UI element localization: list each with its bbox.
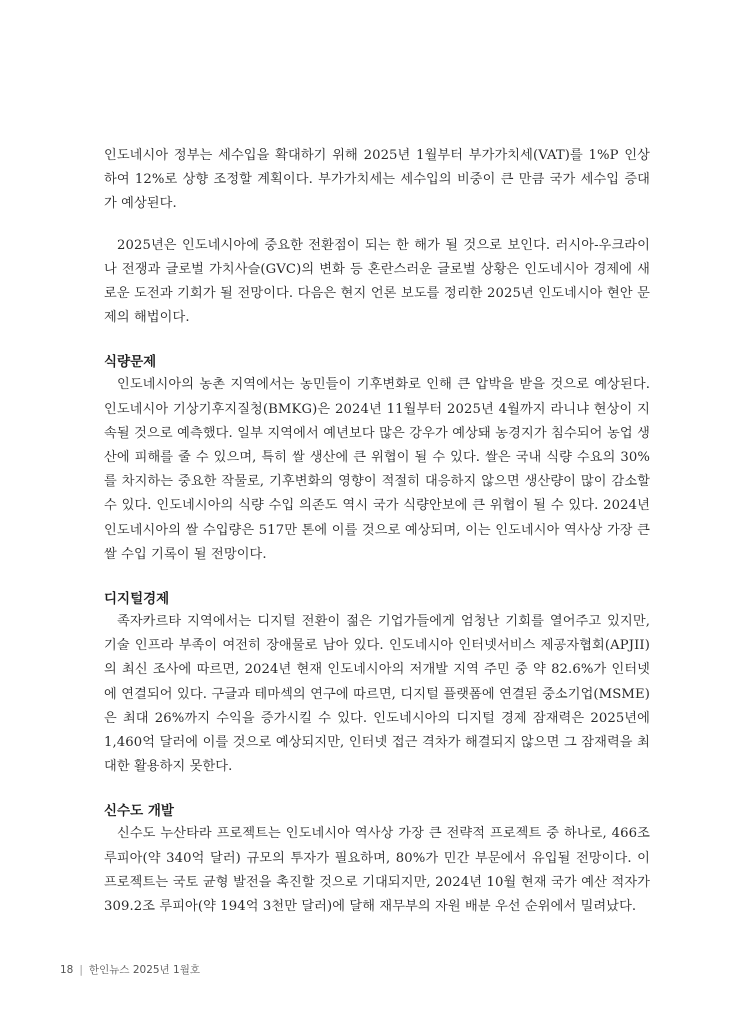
footer-separator: |: [79, 963, 83, 976]
section-body-capital: 신수도 누산타라 프로젝트는 인도네시아 역사상 가장 큰 전략적 프로젝트 중 하나로, 466조 루피아(약 340억 달러) 규모의 투자가 필요하며, 80%가 민간 부문에서 유입될 전망이다. 이 프로젝트는 국토 균형 발전을 촉진할 것으로 기대되지만, 2024년 10월 현재 국가 예산 적자가 309.2조 루피아(약 194억 3천만 달러)에 달해 재무부의 자원 배분 우선 순위에서 밀려났다.: [104, 826, 650, 915]
page-footer: [60, 962, 200, 977]
section-body-digital: 족자카르타 지역에서는 디지털 전환이 젊은 기업가들에게 엄청난 기회를 열어주고 있지만, 기술 인프라 부족이 여전히 장애물로 남아 있다. 인도네시아 인터넷서비스 제공자협회(APJII)의 최신 조사에 따르면, 2024년 현재 인도네시아의 저개발 지역 주민 중 약 82.6%가 인터넷에 연결되어 있다. 구글과 테마섹의 연구에 따르면, 디지털 플랫폼에 연결된 중소기업(MSME)은 최대 26%까지 수익을 증가시킬 수 있다. 인도네시아의 디지털 경제 잠재력은 2025년에 1,460억 달러에 이를 것으로 예상되지만, 인터넷 접근 격차가 해결되지 않으면 그 잠재력을 최대한 활용하지 못한다.: [104, 614, 650, 775]
publication-title: 한인뉴스 2025년 1월호: [88, 964, 200, 976]
spacer: [104, 330, 650, 351]
section-heading-digital: 디지털경제: [104, 591, 170, 608]
intro-paragraph-1: 인도네시아 정부는 세수입을 확대하기 위해 2025년 1월부터 부가가치세(VAT)를 1%P 인상하여 12%로 상향 조정할 계획이다. 부가가치세는 세수입의 비중이 큰 만큼 국가 세수입 증대가 예상된다.: [104, 148, 650, 212]
page-number: 18: [60, 963, 74, 976]
article-body: [104, 144, 650, 919]
spacer: [104, 217, 650, 234]
intro-paragraph-2: 2025년은 인도네시아에 중요한 전환점이 되는 한 해가 될 것으로 보인다. 러시아-우크라이나 전쟁과 글로벌 가치사슬(GVC)의 변화 등 혼란스러운 글로벌 상황은 인도네시아 경제에 새로운 도전과 기회가 될 전망이다. 다음은 현지 언론 보도를 정리한 2025년 인도네시아 현안 문제의 해법이다.: [104, 237, 650, 326]
spacer: [104, 567, 650, 588]
section-heading-capital: 신수도 개발: [104, 803, 174, 820]
section-heading-food: 식량문제: [104, 354, 157, 371]
spacer: [104, 779, 650, 800]
section-body-food: 인도네시아의 농촌 지역에서는 농민들이 기후변화로 인해 큰 압박을 받을 것으로 예상된다. 인도네시아 기상기후지질청(BMKG)은 2024년 11월부터 2025년 4월까지 라니냐 현상이 지속될 것으로 예측했다. 일부 지역에서 예년보다 많은 강우가 예상돼 농경지가 침수되어 농업 생산에 피해를 줄 수 있으며, 특히 쌀 생산에 큰 위협이 될 수 있다. 쌀은 국내 식량 수요의 30%를 차지하는 중요한 작물로, 기후변화의 영향이 적절히 대응하지 않으면 생산량이 많이 감소할 수 있다. 인도네시아의 식량 수입 의존도 역시 국가 식량안보에 큰 위협이 될 수 있다. 2024년 인도네시아의 쌀 수입량은 517만 톤에 이를 것으로 예상되며, 이는 인도네시아 역사상 가장 큰 쌀 수입 기록이 될 전망이다.: [104, 377, 650, 562]
